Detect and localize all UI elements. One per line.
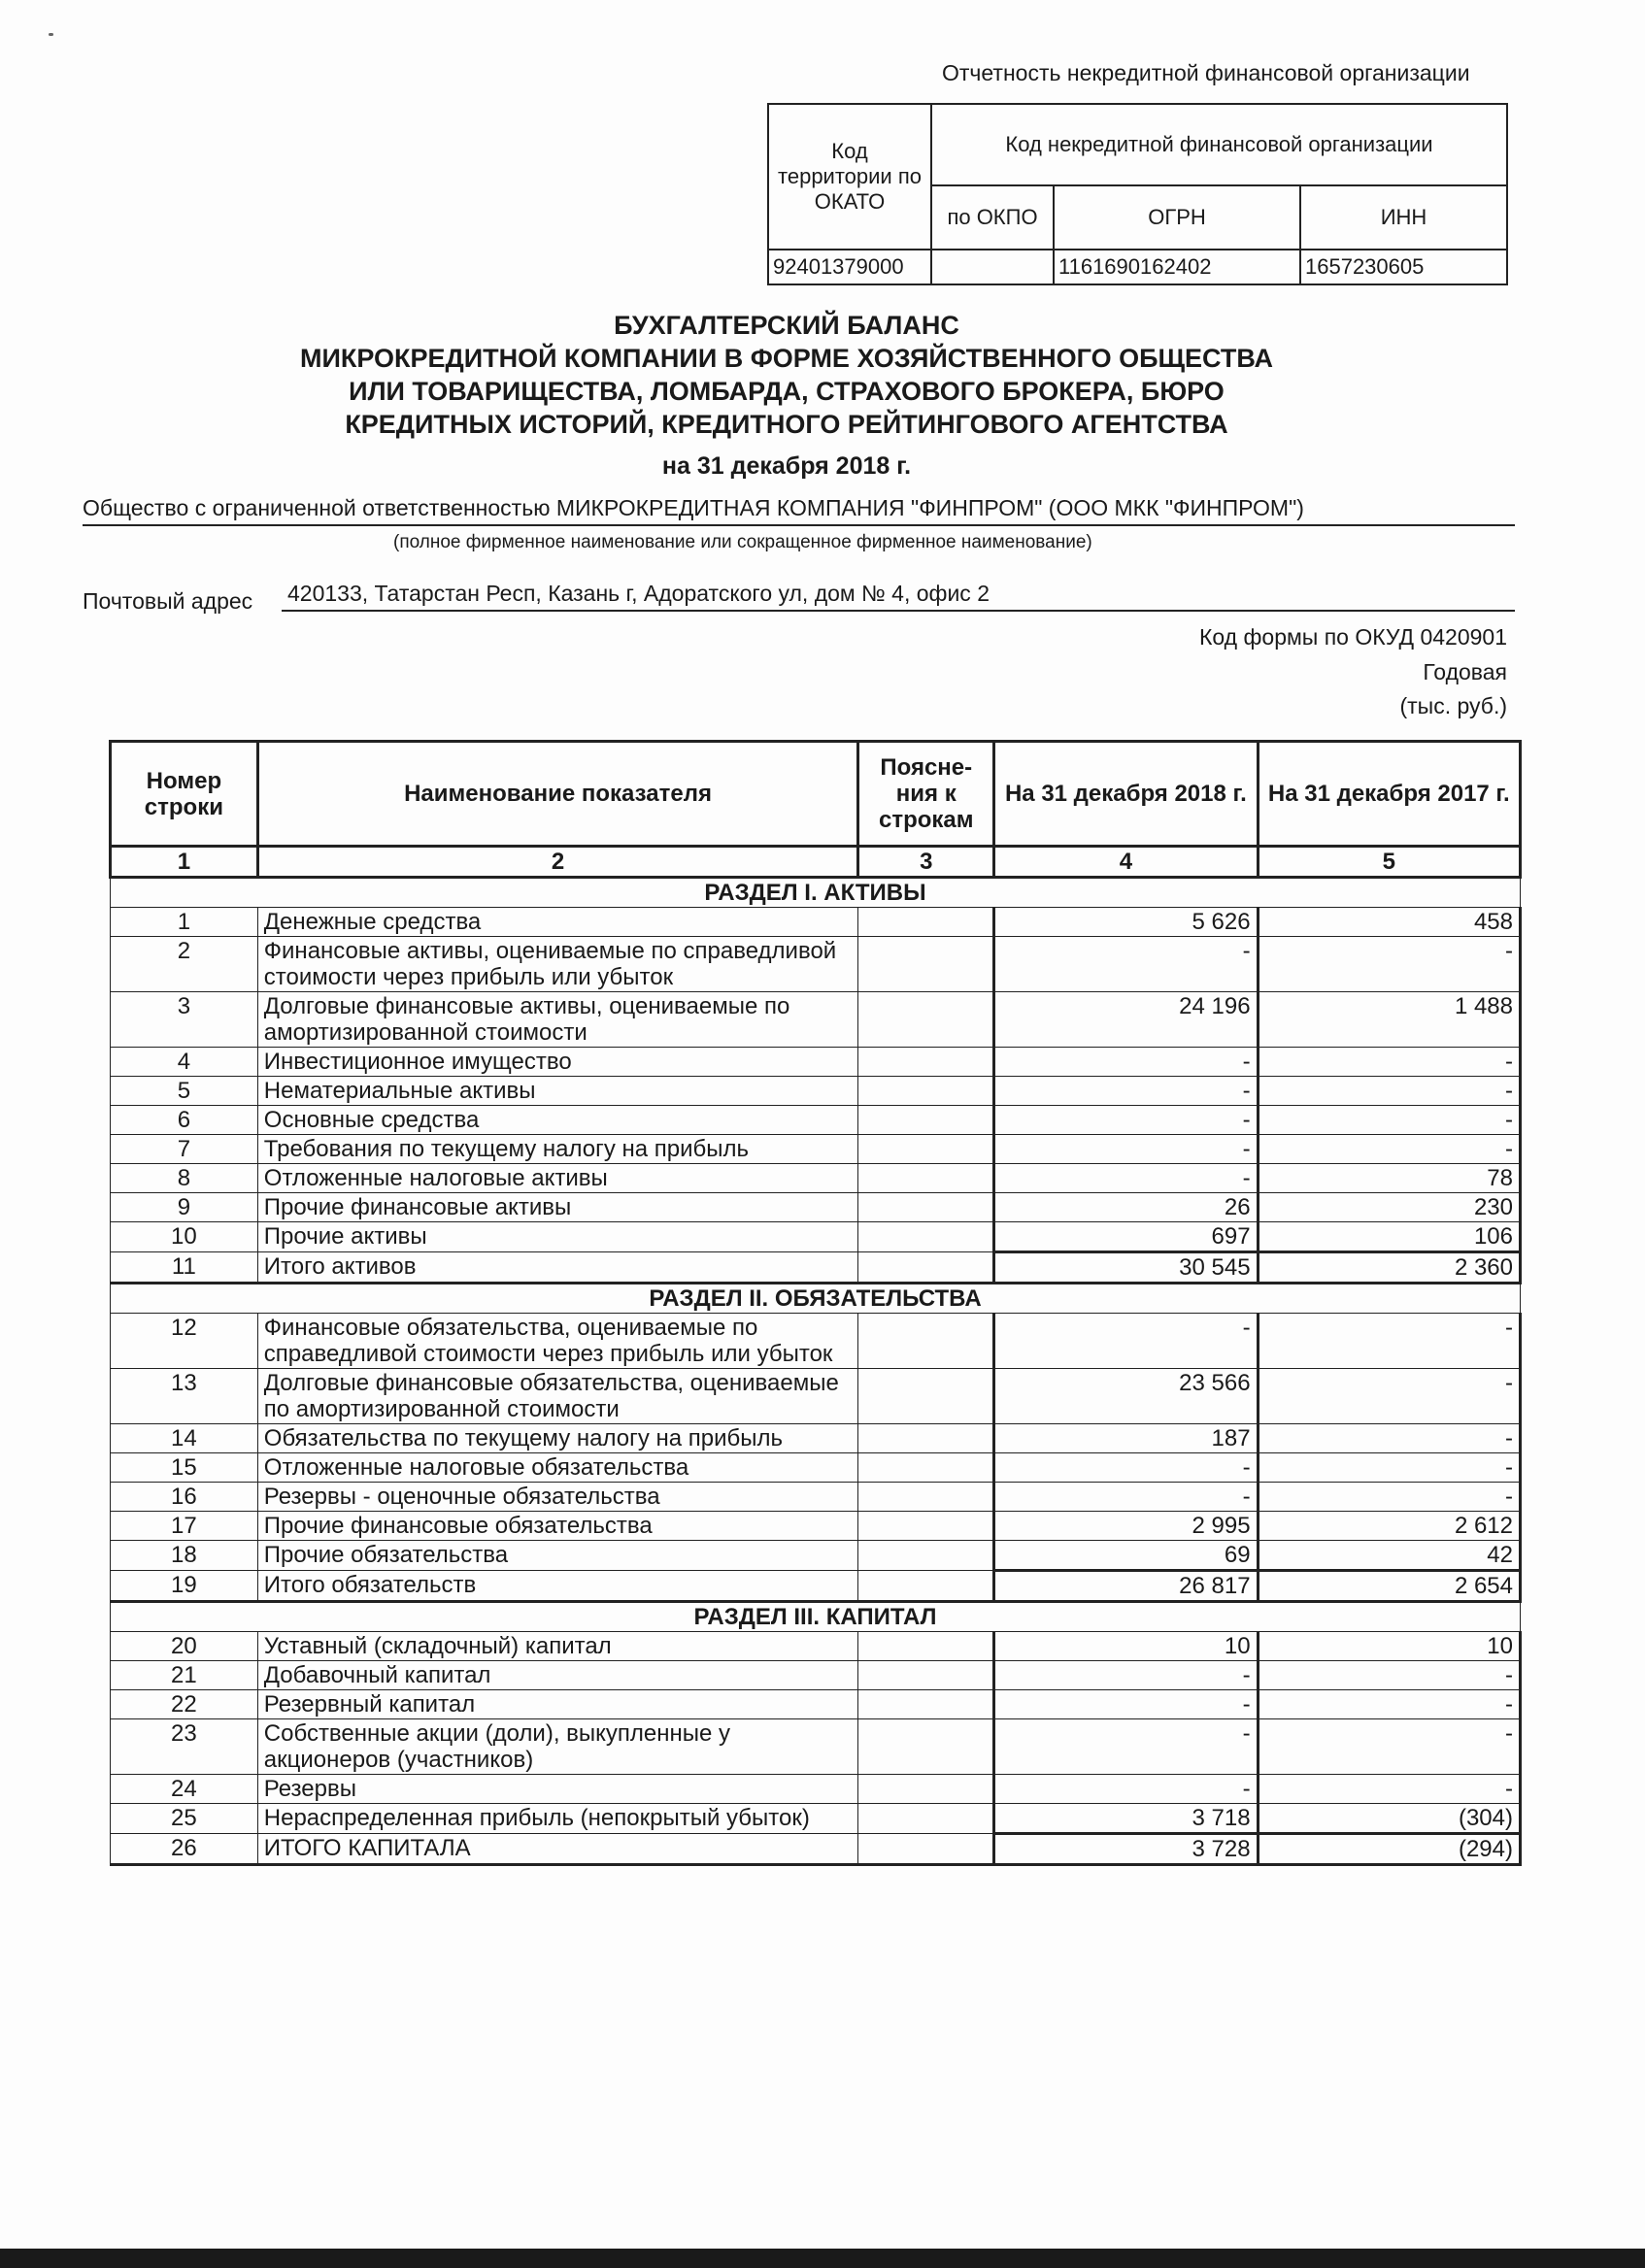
title-line: МИКРОКРЕДИТНОЙ КОМПАНИИ В ФОРМЕ ХОЗЯЙСТВЕННОГО ОБЩЕСТВА: [299, 344, 1273, 373]
col-header-indicator: Наименование показателя: [257, 742, 858, 847]
table-row: [111, 1314, 1521, 1369]
table-row: [111, 1512, 1521, 1541]
value-2017-cell: -: [1258, 1661, 1520, 1690]
table-row: [111, 1077, 1521, 1106]
section-title: РАЗДЕЛ I. АКТИВЫ: [111, 878, 1521, 908]
units-note: (тыс. руб.): [1399, 693, 1507, 718]
table-row: [111, 1135, 1521, 1164]
table-row: [111, 1106, 1521, 1135]
table-row: [111, 1690, 1521, 1719]
indicator-name-cell: Основные средства: [257, 1106, 858, 1135]
value-2018-cell: 10: [994, 1632, 1258, 1661]
notes-cell: [858, 1632, 994, 1661]
table-row: [111, 1719, 1521, 1775]
row-number-cell: 18: [111, 1541, 258, 1571]
indicator-name-cell: Нераспределенная прибыль (непокрытый убыток): [257, 1804, 858, 1834]
notes-cell: [858, 1135, 994, 1164]
notes-cell: [858, 1512, 994, 1541]
value-2018-cell: 23 566: [994, 1369, 1258, 1424]
notes-cell: [858, 1453, 994, 1483]
value-2018-cell: -: [994, 1453, 1258, 1483]
section-title: РАЗДЕЛ II. ОБЯЗАТЕЛЬСТВА: [111, 1284, 1521, 1314]
value-2017-cell: -: [1258, 1483, 1520, 1512]
notes-cell: [858, 1719, 994, 1775]
value-2018-cell: -: [994, 1135, 1258, 1164]
table-row: [111, 1222, 1521, 1252]
scan-speck: [49, 33, 53, 36]
org-code-label: Код некредитной финансовой организации: [931, 104, 1507, 185]
value-2017-cell: 106: [1258, 1222, 1520, 1252]
row-number-cell: 19: [111, 1571, 258, 1602]
row-number-cell: 26: [111, 1834, 258, 1865]
value-2018-cell: -: [994, 1719, 1258, 1775]
notes-cell: [858, 1424, 994, 1453]
notes-cell: [858, 1661, 994, 1690]
row-number-cell: 1: [111, 908, 258, 937]
balance-sheet-table: [109, 740, 1522, 1866]
row-number-cell: 16: [111, 1483, 258, 1512]
table-row: [111, 937, 1521, 992]
okato-value: 92401379000: [768, 250, 931, 284]
row-number-cell: 14: [111, 1424, 258, 1453]
indicator-name-cell: Прочие активы: [257, 1222, 858, 1252]
indicator-name-cell: Резервы - оценочные обязательства: [257, 1483, 858, 1512]
inn-value: 1657230605: [1300, 250, 1507, 284]
value-2018-cell: 187: [994, 1424, 1258, 1453]
table-row: [111, 1164, 1521, 1193]
postal-address-label: Почтовый адрес: [83, 588, 253, 614]
col-header-2017: На 31 декабря 2017 г.: [1258, 742, 1520, 847]
value-2017-cell: (294): [1258, 1834, 1520, 1865]
value-2018-cell: 24 196: [994, 992, 1258, 1048]
value-2018-cell: -: [994, 1314, 1258, 1369]
col-header-2018: На 31 декабря 2018 г.: [994, 742, 1258, 847]
row-number-cell: 4: [111, 1048, 258, 1077]
value-2018-cell: 2 995: [994, 1512, 1258, 1541]
table-row: [111, 1775, 1521, 1804]
notes-cell: [858, 1106, 994, 1135]
row-number-cell: 8: [111, 1164, 258, 1193]
row-number-cell: 11: [111, 1252, 258, 1284]
value-2017-cell: 2 612: [1258, 1512, 1520, 1541]
row-number-cell: 25: [111, 1804, 258, 1834]
okpo-label: по ОКПО: [931, 185, 1054, 250]
indicator-name-cell: Прочие финансовые активы: [257, 1193, 858, 1222]
row-number-cell: 23: [111, 1719, 258, 1775]
row-number-cell: 2: [111, 937, 258, 992]
value-2017-cell: -: [1258, 937, 1520, 992]
value-2017-cell: 42: [1258, 1541, 1520, 1571]
okpo-value: [931, 250, 1054, 284]
report-period: Годовая: [1423, 659, 1507, 684]
title-line: БУХГАЛТЕРСКИЙ БАЛАНС: [614, 311, 959, 340]
indicator-name-cell: Резервный капитал: [257, 1690, 858, 1719]
value-2018-cell: -: [994, 1483, 1258, 1512]
value-2018-cell: 5 626: [994, 908, 1258, 937]
table-row: [111, 1483, 1521, 1512]
row-number-cell: 17: [111, 1512, 258, 1541]
value-2017-cell: -: [1258, 1135, 1520, 1164]
indicator-name-cell: Отложенные налоговые обязательства: [257, 1453, 858, 1483]
okato-label: Код территории по ОКАТО: [768, 104, 931, 250]
notes-cell: [858, 937, 994, 992]
value-2017-cell: 2 360: [1258, 1252, 1520, 1284]
value-2018-cell: -: [994, 1106, 1258, 1135]
indicator-name-cell: Финансовые обязательства, оцениваемые по справедливой стоимости через прибыль или убыток: [257, 1314, 858, 1369]
ogrn-label: ОГРН: [1054, 185, 1300, 250]
notes-cell: [858, 1834, 994, 1865]
row-number-cell: 5: [111, 1077, 258, 1106]
row-number-cell: 22: [111, 1690, 258, 1719]
value-2017-cell: -: [1258, 1048, 1520, 1077]
indicator-name-cell: Требования по текущему налогу на прибыль: [257, 1135, 858, 1164]
value-2017-cell: 10: [1258, 1632, 1520, 1661]
col-number: 1: [111, 847, 258, 878]
value-2018-cell: -: [994, 1775, 1258, 1804]
notes-cell: [858, 1077, 994, 1106]
row-number-cell: 15: [111, 1453, 258, 1483]
organization-name-hint: (полное фирменное наименование или сокращенное фирменное наименование): [393, 532, 1092, 552]
table-row: [111, 1632, 1521, 1661]
col-header-notes: Поясне-ния к строкам: [858, 742, 994, 847]
value-2018-cell: 697: [994, 1222, 1258, 1252]
ogrn-value: 1161690162402: [1054, 250, 1300, 284]
indicator-name-cell: Инвестиционное имущество: [257, 1048, 858, 1077]
table-row: [111, 1048, 1521, 1077]
value-2017-cell: -: [1258, 1690, 1520, 1719]
indicator-name-cell: Долговые финансовые обязательства, оцениваемые по амортизированной стоимости: [257, 1369, 858, 1424]
row-number-cell: 20: [111, 1632, 258, 1661]
col-number: 2: [257, 847, 858, 878]
value-2017-cell: -: [1258, 1453, 1520, 1483]
row-number-cell: 10: [111, 1222, 258, 1252]
indicator-name-cell: Финансовые активы, оцениваемые по справедливой стоимости через прибыль или убыток: [257, 937, 858, 992]
value-2018-cell: -: [994, 1164, 1258, 1193]
indicator-name-cell: Прочие обязательства: [257, 1541, 858, 1571]
col-number: 4: [994, 847, 1258, 878]
notes-cell: [858, 908, 994, 937]
value-2017-cell: -: [1258, 1369, 1520, 1424]
document-title: [243, 309, 1330, 441]
value-2018-cell: -: [994, 1077, 1258, 1106]
row-number-cell: 24: [111, 1775, 258, 1804]
table-row: [111, 1453, 1521, 1483]
value-2018-cell: -: [994, 937, 1258, 992]
row-number-cell: 12: [111, 1314, 258, 1369]
indicator-name-cell: Нематериальные активы: [257, 1077, 858, 1106]
indicator-name-cell: Денежные средства: [257, 908, 858, 937]
notes-cell: [858, 1314, 994, 1369]
notes-cell: [858, 1690, 994, 1719]
value-2018-cell: 26: [994, 1193, 1258, 1222]
value-2017-cell: -: [1258, 1077, 1520, 1106]
value-2017-cell: -: [1258, 1775, 1520, 1804]
postal-address-value: 420133, Татарстан Респ, Казань г, Адоратского ул, дом № 4, офис 2: [282, 581, 1515, 612]
value-2018-cell: -: [994, 1690, 1258, 1719]
notes-cell: [858, 1164, 994, 1193]
notes-cell: [858, 1804, 994, 1834]
value-2018-cell: -: [994, 1661, 1258, 1690]
notes-cell: [858, 992, 994, 1048]
row-number-cell: 21: [111, 1661, 258, 1690]
notes-cell: [858, 1222, 994, 1252]
inn-label: ИНН: [1300, 185, 1507, 250]
table-row: [111, 1541, 1521, 1571]
row-number-cell: 6: [111, 1106, 258, 1135]
table-row: [111, 1252, 1521, 1284]
value-2018-cell: 30 545: [994, 1252, 1258, 1284]
value-2017-cell: 78: [1258, 1164, 1520, 1193]
value-2017-cell: 458: [1258, 908, 1520, 937]
codes-table: [767, 103, 1508, 285]
table-row: [111, 908, 1521, 937]
indicator-name-cell: Отложенные налоговые активы: [257, 1164, 858, 1193]
row-number-cell: 7: [111, 1135, 258, 1164]
report-type-caption: Отчетность некредитной финансовой организации: [942, 60, 1470, 85]
table-row: [111, 1571, 1521, 1602]
indicator-name-cell: Уставный (складочный) капитал: [257, 1632, 858, 1661]
value-2017-cell: -: [1258, 1719, 1520, 1775]
title-line: ИЛИ ТОВАРИЩЕСТВА, ЛОМБАРДА, СТРАХОВОГО БРОКЕРА, БЮРО: [349, 377, 1225, 406]
report-date: на 31 декабря 2018 г.: [661, 452, 912, 480]
value-2017-cell: -: [1258, 1424, 1520, 1453]
col-number: 5: [1258, 847, 1520, 878]
notes-cell: [858, 1483, 994, 1512]
value-2017-cell: -: [1258, 1106, 1520, 1135]
indicator-name-cell: Обязательства по текущему налогу на прибыль: [257, 1424, 858, 1453]
indicator-name-cell: Итого активов: [257, 1252, 858, 1284]
value-2018-cell: 26 817: [994, 1571, 1258, 1602]
value-2018-cell: 69: [994, 1541, 1258, 1571]
row-number-cell: 13: [111, 1369, 258, 1424]
okud-form-code: Код формы по ОКУД 0420901: [1198, 624, 1507, 650]
scan-edge: [0, 2249, 1645, 2268]
value-2018-cell: 3 728: [994, 1834, 1258, 1865]
notes-cell: [858, 1775, 994, 1804]
col-number: 3: [858, 847, 994, 878]
table-row: [111, 1661, 1521, 1690]
notes-cell: [858, 1571, 994, 1602]
row-number-cell: 3: [111, 992, 258, 1048]
notes-cell: [858, 1541, 994, 1571]
table-row: [111, 1424, 1521, 1453]
section-title: РАЗДЕЛ III. КАПИТАЛ: [111, 1602, 1521, 1632]
indicator-name-cell: Долговые финансовые активы, оцениваемые по амортизированной стоимости: [257, 992, 858, 1048]
indicator-name-cell: Резервы: [257, 1775, 858, 1804]
value-2017-cell: -: [1258, 1314, 1520, 1369]
indicator-name-cell: Прочие финансовые обязательства: [257, 1512, 858, 1541]
table-row: [111, 1834, 1521, 1865]
table-row: [111, 992, 1521, 1048]
row-number-cell: 9: [111, 1193, 258, 1222]
value-2018-cell: 3 718: [994, 1804, 1258, 1834]
indicator-name-cell: Собственные акции (доли), выкупленные у акционеров (участников): [257, 1719, 858, 1775]
col-header-row-number: Номер строки: [111, 742, 258, 847]
section-header-row: [111, 1284, 1521, 1314]
table-row: [111, 1193, 1521, 1222]
notes-cell: [858, 1048, 994, 1077]
value-2017-cell: (304): [1258, 1804, 1520, 1834]
value-2018-cell: -: [994, 1048, 1258, 1077]
section-header-row: [111, 878, 1521, 908]
table-row: [111, 1804, 1521, 1834]
indicator-name-cell: Добавочный капитал: [257, 1661, 858, 1690]
value-2017-cell: 1 488: [1258, 992, 1520, 1048]
notes-cell: [858, 1252, 994, 1284]
value-2017-cell: 230: [1258, 1193, 1520, 1222]
table-row: [111, 1369, 1521, 1424]
title-line: КРЕДИТНЫХ ИСТОРИЙ, КРЕДИТНОГО РЕЙТИНГОВОГО АГЕНТСТВА: [345, 410, 1228, 439]
indicator-name-cell: Итого обязательств: [257, 1571, 858, 1602]
indicator-name-cell: ИТОГО КАПИТАЛА: [257, 1834, 858, 1865]
notes-cell: [858, 1369, 994, 1424]
notes-cell: [858, 1193, 994, 1222]
section-header-row: [111, 1602, 1521, 1632]
balance-sheet-body: [111, 878, 1521, 1865]
value-2017-cell: 2 654: [1258, 1571, 1520, 1602]
organization-name: Общество с ограниченной ответственностью МИКРОКРЕДИТНАЯ КОМПАНИЯ "ФИНПРОМ" (ООО МКК "ФИНПРОМ"): [83, 495, 1515, 526]
